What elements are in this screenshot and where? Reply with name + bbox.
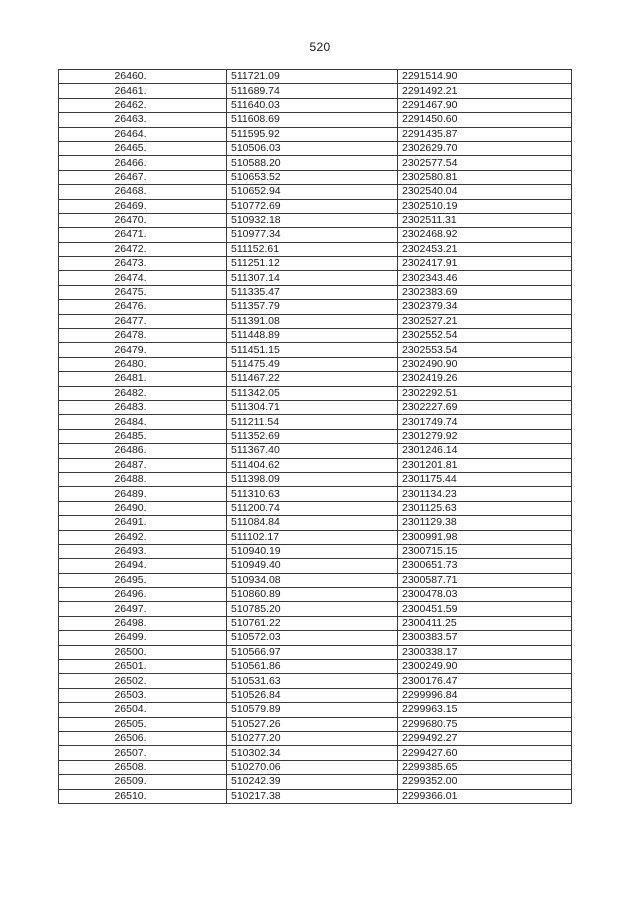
x-coordinate-cell: 511475.49 [227,357,398,371]
table-row [59,141,572,155]
point-number-cell: 26499. [59,631,227,645]
point-number-cell: 26496. [59,588,227,602]
y-coordinate-cell: 2300451.59 [398,602,572,616]
table-row [59,487,572,501]
y-coordinate-cell: 2302629.70 [398,141,572,155]
x-coordinate-cell: 510653.52 [227,170,398,184]
x-coordinate-cell: 510785.20 [227,602,398,616]
x-coordinate-cell: 510566.97 [227,645,398,659]
table-row [59,400,572,414]
y-coordinate-cell: 2302468.92 [398,228,572,242]
x-coordinate-cell: 510270.06 [227,760,398,774]
point-number-cell: 26466. [59,156,227,170]
y-coordinate-cell: 2299352.00 [398,775,572,789]
point-number-cell: 26478. [59,329,227,343]
x-coordinate-cell: 511398.09 [227,472,398,486]
point-number-cell: 26507. [59,746,227,760]
table-row [59,98,572,112]
x-coordinate-cell: 511595.92 [227,127,398,141]
point-number-cell: 26463. [59,113,227,127]
x-coordinate-cell: 511448.89 [227,329,398,343]
y-coordinate-cell: 2291450.60 [398,113,572,127]
table-row [59,516,572,530]
y-coordinate-cell: 2302580.81 [398,170,572,184]
table-row [59,329,572,343]
point-number-cell: 26494. [59,559,227,573]
table-row [59,789,572,803]
y-coordinate-cell: 2299385.65 [398,760,572,774]
table-row [59,688,572,702]
point-number-cell: 26484. [59,415,227,429]
point-number-cell: 26488. [59,472,227,486]
x-coordinate-cell: 511251.12 [227,257,398,271]
x-coordinate-cell: 511084.84 [227,516,398,530]
y-coordinate-cell: 2299427.60 [398,746,572,760]
y-coordinate-cell: 2300383.57 [398,631,572,645]
point-number-cell: 26465. [59,141,227,155]
x-coordinate-cell: 510932.18 [227,213,398,227]
point-number-cell: 26493. [59,544,227,558]
y-coordinate-cell: 2302292.51 [398,386,572,400]
x-coordinate-cell: 511689.74 [227,84,398,98]
y-coordinate-cell: 2299492.27 [398,731,572,745]
y-coordinate-cell: 2301175.44 [398,472,572,486]
y-coordinate-cell: 2302379.34 [398,300,572,314]
table-row [59,257,572,271]
table-row [59,717,572,731]
x-coordinate-cell: 510242.39 [227,775,398,789]
y-coordinate-cell: 2302417.91 [398,257,572,271]
y-coordinate-cell: 2301134.23 [398,487,572,501]
x-coordinate-cell: 511721.09 [227,70,398,84]
coordinates-table [58,69,572,804]
table-row [59,731,572,745]
point-number-cell: 26510. [59,789,227,803]
y-coordinate-cell: 2300715.15 [398,544,572,558]
table-row [59,775,572,789]
y-coordinate-cell: 2300176.47 [398,674,572,688]
table-row [59,544,572,558]
table-row [59,530,572,544]
x-coordinate-cell: 511451.15 [227,343,398,357]
y-coordinate-cell: 2302510.19 [398,199,572,213]
x-coordinate-cell: 510940.19 [227,544,398,558]
table-row [59,415,572,429]
table-row [59,84,572,98]
y-coordinate-cell: 2302552.54 [398,329,572,343]
point-number-cell: 26502. [59,674,227,688]
x-coordinate-cell: 510302.34 [227,746,398,760]
x-coordinate-cell: 510772.69 [227,199,398,213]
x-coordinate-cell: 511335.47 [227,285,398,299]
table-row [59,170,572,184]
y-coordinate-cell: 2302343.46 [398,271,572,285]
table-row [59,228,572,242]
table-row [59,285,572,299]
x-coordinate-cell: 511342.05 [227,386,398,400]
x-coordinate-cell: 510761.22 [227,616,398,630]
x-coordinate-cell: 510949.40 [227,559,398,573]
table-row [59,660,572,674]
table-row [59,343,572,357]
y-coordinate-cell: 2300249.90 [398,660,572,674]
point-number-cell: 26508. [59,760,227,774]
point-number-cell: 26479. [59,343,227,357]
table-row [59,113,572,127]
table-row [59,429,572,443]
table-row [59,242,572,256]
point-number-cell: 26460. [59,70,227,84]
table-row [59,300,572,314]
x-coordinate-cell: 511152.61 [227,242,398,256]
y-coordinate-cell: 2300338.17 [398,645,572,659]
y-coordinate-cell: 2291514.90 [398,70,572,84]
y-coordinate-cell: 2301246.14 [398,444,572,458]
point-number-cell: 26476. [59,300,227,314]
x-coordinate-cell: 511211.54 [227,415,398,429]
x-coordinate-cell: 510860.89 [227,588,398,602]
point-number-cell: 26503. [59,688,227,702]
y-coordinate-cell: 2299963.15 [398,703,572,717]
point-number-cell: 26485. [59,429,227,443]
table-row [59,760,572,774]
y-coordinate-cell: 2300991.98 [398,530,572,544]
table-row [59,631,572,645]
point-number-cell: 26504. [59,703,227,717]
y-coordinate-cell: 2300411.25 [398,616,572,630]
point-number-cell: 26482. [59,386,227,400]
x-coordinate-cell: 511608.69 [227,113,398,127]
y-coordinate-cell: 2302490.90 [398,357,572,371]
y-coordinate-cell: 2302553.54 [398,343,572,357]
x-coordinate-cell: 510572.03 [227,631,398,645]
point-number-cell: 26509. [59,775,227,789]
table-row [59,588,572,602]
point-number-cell: 26487. [59,458,227,472]
table-row [59,573,572,587]
x-coordinate-cell: 510977.34 [227,228,398,242]
x-coordinate-cell: 510527.26 [227,717,398,731]
point-number-cell: 26474. [59,271,227,285]
table-row [59,472,572,486]
table-row [59,645,572,659]
page-number: 520 [309,40,331,54]
table-row [59,602,572,616]
table-row [59,127,572,141]
y-coordinate-cell: 2300478.03 [398,588,572,602]
x-coordinate-cell: 510652.94 [227,185,398,199]
point-number-cell: 26462. [59,98,227,112]
y-coordinate-cell: 2302511.31 [398,213,572,227]
y-coordinate-cell: 2302453.21 [398,242,572,256]
y-coordinate-cell: 2302419.26 [398,372,572,386]
point-number-cell: 26471. [59,228,227,242]
table-row [59,444,572,458]
table-row [59,746,572,760]
x-coordinate-cell: 511102.17 [227,530,398,544]
point-number-cell: 26500. [59,645,227,659]
y-coordinate-cell: 2299680.75 [398,717,572,731]
x-coordinate-cell: 510588.20 [227,156,398,170]
y-coordinate-cell: 2302527.21 [398,314,572,328]
point-number-cell: 26464. [59,127,227,141]
point-number-cell: 26468. [59,185,227,199]
table-row [59,458,572,472]
table-row [59,199,572,213]
point-number-cell: 26469. [59,199,227,213]
y-coordinate-cell: 2302540.04 [398,185,572,199]
y-coordinate-cell: 2301279.92 [398,429,572,443]
coordinates-table-body [59,70,572,804]
point-number-cell: 26481. [59,372,227,386]
table-row [59,70,572,84]
x-coordinate-cell: 511310.63 [227,487,398,501]
y-coordinate-cell: 2301125.63 [398,501,572,515]
table-row [59,271,572,285]
table-row [59,386,572,400]
point-number-cell: 26461. [59,84,227,98]
point-number-cell: 26501. [59,660,227,674]
point-number-cell: 26506. [59,731,227,745]
x-coordinate-cell: 511640.03 [227,98,398,112]
table-row [59,185,572,199]
point-number-cell: 26491. [59,516,227,530]
point-number-cell: 26490. [59,501,227,515]
y-coordinate-cell: 2291467.90 [398,98,572,112]
point-number-cell: 26486. [59,444,227,458]
y-coordinate-cell: 2302577.54 [398,156,572,170]
x-coordinate-cell: 510506.03 [227,141,398,155]
y-coordinate-cell: 2300651.73 [398,559,572,573]
y-coordinate-cell: 2302383.69 [398,285,572,299]
point-number-cell: 26477. [59,314,227,328]
point-number-cell: 26495. [59,573,227,587]
x-coordinate-cell: 511357.79 [227,300,398,314]
x-coordinate-cell: 511200.74 [227,501,398,515]
y-coordinate-cell: 2301749.74 [398,415,572,429]
x-coordinate-cell: 510561.86 [227,660,398,674]
point-number-cell: 26475. [59,285,227,299]
table-row [59,559,572,573]
point-number-cell: 26470. [59,213,227,227]
point-number-cell: 26472. [59,242,227,256]
y-coordinate-cell: 2291435.87 [398,127,572,141]
x-coordinate-cell: 511304.71 [227,400,398,414]
point-number-cell: 26483. [59,400,227,414]
x-coordinate-cell: 510217.38 [227,789,398,803]
x-coordinate-cell: 511467.22 [227,372,398,386]
x-coordinate-cell: 510531.63 [227,674,398,688]
point-number-cell: 26505. [59,717,227,731]
point-number-cell: 26492. [59,530,227,544]
x-coordinate-cell: 510526.84 [227,688,398,702]
x-coordinate-cell: 510579.89 [227,703,398,717]
table-row [59,674,572,688]
table-row [59,372,572,386]
table-row [59,156,572,170]
x-coordinate-cell: 511367.40 [227,444,398,458]
x-coordinate-cell: 510277.20 [227,731,398,745]
point-number-cell: 26480. [59,357,227,371]
point-number-cell: 26498. [59,616,227,630]
x-coordinate-cell: 511391.08 [227,314,398,328]
y-coordinate-cell: 2291492.21 [398,84,572,98]
x-coordinate-cell: 511307.14 [227,271,398,285]
y-coordinate-cell: 2302227.69 [398,400,572,414]
y-coordinate-cell: 2300587.71 [398,573,572,587]
table-row [59,213,572,227]
y-coordinate-cell: 2299996.84 [398,688,572,702]
x-coordinate-cell: 511404.62 [227,458,398,472]
point-number-cell: 26473. [59,257,227,271]
table-row [59,703,572,717]
x-coordinate-cell: 510934.08 [227,573,398,587]
table-row [59,501,572,515]
point-number-cell: 26489. [59,487,227,501]
x-coordinate-cell: 511352.69 [227,429,398,443]
table-row [59,357,572,371]
y-coordinate-cell: 2299366.01 [398,789,572,803]
table-row [59,314,572,328]
point-number-cell: 26467. [59,170,227,184]
y-coordinate-cell: 2301201.81 [398,458,572,472]
point-number-cell: 26497. [59,602,227,616]
y-coordinate-cell: 2301129.38 [398,516,572,530]
table-row [59,616,572,630]
